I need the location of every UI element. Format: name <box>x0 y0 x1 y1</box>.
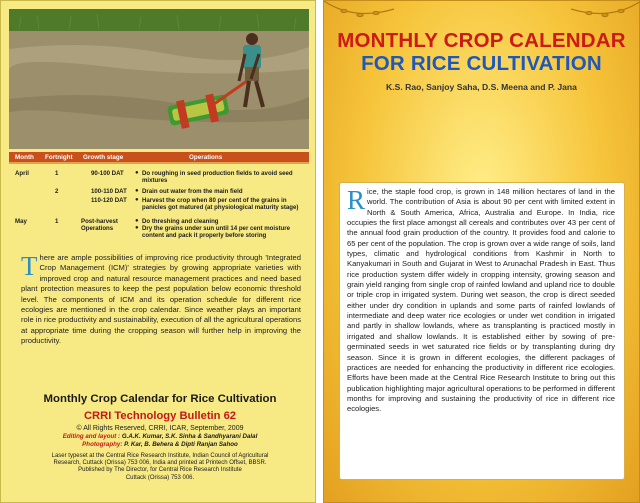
bullet-icon: ● <box>135 170 139 176</box>
bullet-icon: ● <box>135 197 139 203</box>
typeset-line: Laser typeset at the Central Rice Research Institute, Indian Council of Agricultural <box>51 453 269 459</box>
photo-credit <box>13 441 307 448</box>
left-page <box>0 0 316 503</box>
row-growth-stage: 110-120 DAT <box>91 197 127 204</box>
table-header <box>9 152 309 164</box>
row-operation: Do threshing and cleaning <box>142 218 219 225</box>
title-line-2: FOR RICE CULTIVATION <box>361 52 602 75</box>
farmer-photo <box>9 9 309 149</box>
editing-label: Editing and layout : <box>62 433 121 440</box>
row-growth-stage: Post-harvest Operations <box>81 218 118 233</box>
row-fortnight: 1 <box>55 170 59 177</box>
credits-block <box>13 393 307 482</box>
table-row <box>9 170 309 186</box>
row-fortnight: 2 <box>55 188 59 195</box>
rice-stalk-decoration-icon <box>324 1 640 31</box>
body-dropcap: R <box>347 185 366 215</box>
photo-label: Photography: <box>82 441 123 448</box>
header-operations: Operations <box>189 154 223 161</box>
series-title: CRRI Technology Bulletin 62 <box>83 410 237 422</box>
farmer-photo-illustration <box>9 9 309 149</box>
header-growth-stage: Growth stage <box>83 154 124 161</box>
header-fortnight: Fortnight <box>45 154 73 161</box>
typeset-line: Cuttack (Orissa) 753 006. <box>125 474 195 481</box>
bullet-icon: ● <box>135 218 139 224</box>
typeset-line: Published by The Director, for Central Rice Research Institute <box>78 467 242 474</box>
crop-calendar-table <box>9 152 309 242</box>
table-row <box>9 218 309 242</box>
copyright-line: © All Rights Reserved, CRRI, ICAR, September, 2009 <box>76 425 244 432</box>
intro-dropcap: T <box>21 251 38 281</box>
photo-names: P. Kar, B. Behera & Dipti Ranjan Sahoo <box>124 441 238 448</box>
editing-names: G.A.K. Kumar, S.K. Sinha & Sandhyarani Dalal <box>121 433 258 440</box>
row-operation: Harvest the crop when 80 per cent of the grains in panicles got matured (at physiological maturity stage) <box>142 197 299 212</box>
bullet-icon: ● <box>135 188 139 194</box>
row-month: May <box>15 218 27 225</box>
row-fortnight: 1 <box>55 218 59 225</box>
typeset-info <box>13 453 307 482</box>
row-month: April <box>15 170 29 177</box>
row-operation: Do roughing in seed production fields to avoid seed mixtures <box>142 170 293 185</box>
row-growth-stage: 90-100 DAT <box>91 170 124 177</box>
table-row <box>9 188 309 197</box>
header-month: Month <box>15 154 34 161</box>
body-text: ice, the staple food crop, is grown in 148 million hectares of land in the world. The contribution of Asia is about 90 per cent with limited extent in North & South America, Africa, Australia and Europe. In India, rice occupies the first place amongst all cereals and contributes over 43 per cent of the annual food grain production of the country. It provides food and calorie to 65 per cent of the population. The crop is grown over a wide range of soils, land types, climatic and hydrological conditions from Kashmir in North to Kanyakumari in South and Gujarat in West to Arunachal Pradesh in East. Thus rice production system differ widely in cropping intensity, growing season and grain yield ranging from single crop of rainfed lowland and upland rice to double or triple crop in irrigated system. During wet season, the crop is direct seeded either under dry condition in uplands and some parts of rainfed lowlands of intermediate and deep water rice ecologies or under wet condition in irrigated and partly in shallow lowlands, where as transplanting is practiced mostly in irrigated and shallow lowlands. It is established either by sowing of pre-germinated seeds in wet saturated rice fields or by transplanting during dry season. Since it is grown in different ecologies, the different packages of practices are needed for enhancing the productivity in different rice ecologies. Efforts have been made at the Central Rice Research Institute to bring out this publication highlighting major agricultural operations to be performed in different months for improving and sustaining the productivity of rice in different rice ecologies. <box>347 187 615 414</box>
row-operation: Drain out water from the main field <box>142 188 243 195</box>
intro-paragraph <box>21 253 301 347</box>
row-operation: Dry the grains under sun until 14 per cent moisture content and pack it properly before storing <box>142 225 290 240</box>
authors: K.S. Rao, Sanjoy Saha, D.S. Meena and P. Jana <box>386 82 577 92</box>
editing-credit <box>13 433 307 440</box>
intro-text: here are ample possibilities of improving rice productivity through 'Integrated Crop Management (ICM)' strategies by growing appropriate varieties with improved crop and natural resource management practices and need based plant protection measures to keep the pest population below economic threshold level. The components of ICM and its operation schedule for different rice ecologies are mentioned in the crop calendar. Since weather plays an important role in rice productivity and sustainability, execution of all the agricultural operations at appropriate time during the cropping season will further help in improving the productivity. <box>21 253 301 346</box>
title-line-1: MONTHLY CROP CALENDAR <box>337 29 626 52</box>
table-row <box>9 197 309 214</box>
typeset-line: Research, Cuttack (Orissa) 753 006, India and printed at Printech Offset, BBSR. <box>53 460 267 467</box>
bulletin-title: Monthly Crop Calendar for Rice Cultivation <box>43 393 277 405</box>
body-paragraph <box>347 187 615 415</box>
row-growth-stage: 100-110 DAT <box>91 188 127 195</box>
bullet-icon: ● <box>135 225 139 231</box>
